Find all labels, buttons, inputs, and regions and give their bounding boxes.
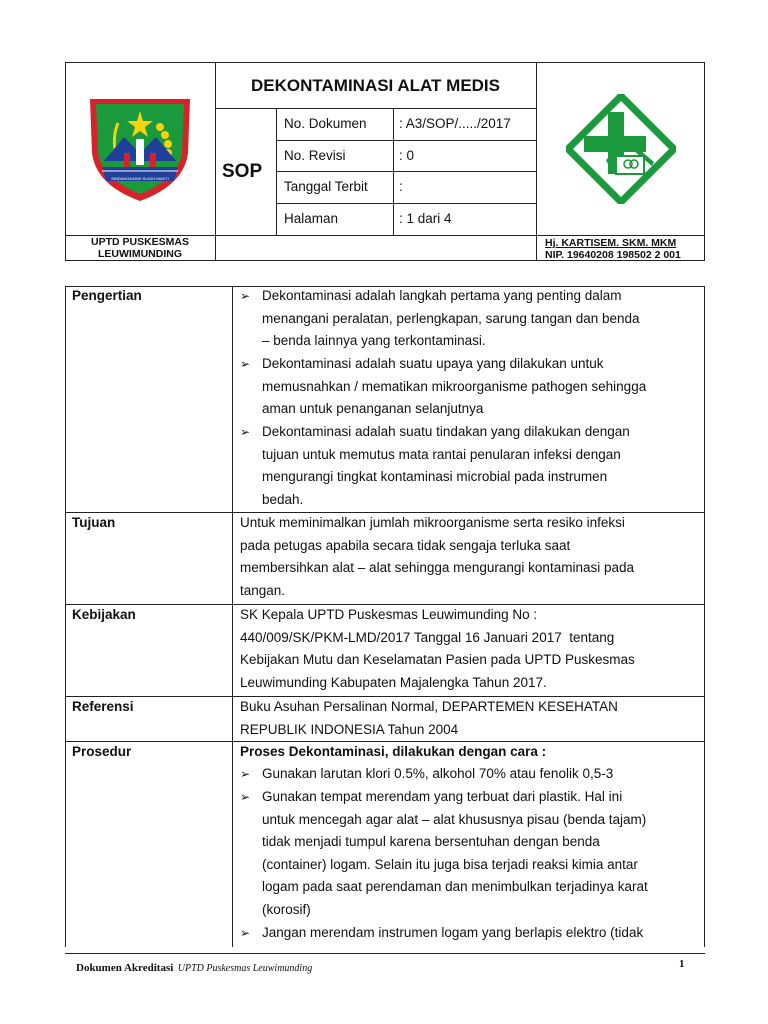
meta-value-dokumen: : A3/SOP/...../2017 bbox=[399, 116, 511, 131]
list-item: ➢ Dekontaminasi adalah suatu tindakan yang dilakukan dengan tujuan untuk memutus mata rantai penularan infeksi dengan mengurangi tingkat kontaminasi microbial pada instrumen bedah. bbox=[240, 421, 698, 511]
tujuan-text: Untuk meminimalkan jumlah mikroorganisme serta resiko infeksi pada petugas apabila secara tidak sengaja terluka saat membersihkan alat – alat sehingga mengurangi kontaminasi pada tangan. bbox=[240, 515, 634, 598]
regency-emblem-logo bbox=[84, 93, 196, 205]
list-item: ➢ Jangan merendam instrumen logam yang berlapis elektro (tidak bbox=[240, 922, 698, 945]
content-column-divider bbox=[232, 286, 233, 947]
bullet-arrow-icon: ➢ bbox=[240, 926, 251, 940]
kebijakan-text: SK Kepala UPTD Puskesmas Leuwimunding No : 440/009/SK/PKM-LMD/2017 Tanggal 16 Januari 2017 tentang Kebijakan Mutu dan Keselamatan Pasien pada UPTD Puskesmas Leuwimunding Kabupaten Majalengka Tahun 2017. bbox=[240, 607, 635, 690]
signer-nip: NIP. 19640208 198502 2 001 bbox=[545, 249, 681, 261]
meta-row-rule bbox=[276, 171, 536, 172]
puskesmas-logo bbox=[566, 94, 676, 204]
referensi-text: Buku Asuhan Persalinan Normal, DEPARTEMEN KESEHATAN REPUBLIK INDONESIA Tahun 2004 bbox=[240, 699, 618, 737]
meta-row-rule bbox=[276, 140, 536, 141]
prosedur-heading: Proses Dekontaminasi, dilakukan dengan cara : bbox=[240, 744, 547, 759]
list-item: ➢ Dekontaminasi adalah suatu upaya yang dilakukan untuk memusnahkan / mematikan mikroorganisme pathogen sehingga aman untuk penanganan selanjutnya bbox=[240, 353, 698, 421]
header-divider-right bbox=[536, 62, 537, 261]
list-item: ➢ Dekontaminasi adalah langkah pertama yang penting dalam menangani peralatan, perlengkapan, sarung tangan dan benda – benda lainnya yang terkontaminasi. bbox=[240, 285, 698, 353]
footer-rule bbox=[65, 953, 705, 954]
meta-label-terbit: Tanggal Terbit bbox=[284, 179, 368, 194]
label-prosedur: Prosedur bbox=[72, 744, 132, 759]
meta-value-revisi: : 0 bbox=[399, 148, 415, 163]
meta-label-halaman: Halaman bbox=[284, 211, 339, 226]
header-title-underline bbox=[215, 108, 536, 109]
sop-label: SOP bbox=[222, 161, 263, 182]
label-kebijakan: Kebijakan bbox=[72, 607, 136, 622]
bullet-arrow-icon: ➢ bbox=[240, 357, 251, 371]
footer-label: Dokumen Akreditasi bbox=[76, 962, 174, 974]
footer-text bbox=[76, 958, 312, 976]
bullet-arrow-icon: ➢ bbox=[240, 767, 251, 781]
meta-label-dokumen: No. Dokumen bbox=[284, 116, 367, 131]
meta-value-halaman: : 1 dari 4 bbox=[399, 211, 452, 226]
document-title: DEKONTAMINASI ALAT MEDIS bbox=[250, 76, 500, 95]
list-item: ➢ Gunakan larutan klori 0.5%, alkohol 70% atau fenolik 0,5-3 bbox=[240, 763, 698, 786]
label-tujuan: Tujuan bbox=[72, 515, 116, 530]
org-name-line2: LEUWIMUNDING bbox=[98, 248, 182, 260]
emblem-motto: SINDANGKASIH SUGIH MUKTI bbox=[111, 176, 169, 181]
bullet-arrow-icon: ➢ bbox=[240, 289, 251, 303]
page-number: 1 bbox=[679, 958, 685, 970]
meta-label-revisi: No. Revisi bbox=[284, 148, 346, 163]
meta-value-terbit: : bbox=[399, 179, 403, 194]
org-name-line1: UPTD PUSKESMAS bbox=[90, 236, 189, 248]
footer-org: UPTD Puskesmas Leuwimunding bbox=[177, 963, 313, 974]
meta-row-rule bbox=[276, 203, 536, 204]
label-pengertian: Pengertian bbox=[72, 288, 142, 303]
signer-name: Hj. KARTISEM. SKM. MKM bbox=[545, 237, 677, 249]
label-referensi: Referensi bbox=[72, 699, 134, 714]
list-item: ➢ Gunakan tempat merendam yang terbuat dari plastik. Hal ini untuk mencegah agar alat – alat khususnya pisau (benda tajam) tidak menjadi tumpul karena bersentuhan dengan benda (container) logam. Selain itu juga bisa terjadi reaksi kimia antar logam pada saat perendaman dan menimbulkan terjadinya karat (korosif) bbox=[240, 786, 698, 922]
bullet-arrow-icon: ➢ bbox=[240, 790, 251, 804]
bullet-arrow-icon: ➢ bbox=[240, 425, 251, 439]
